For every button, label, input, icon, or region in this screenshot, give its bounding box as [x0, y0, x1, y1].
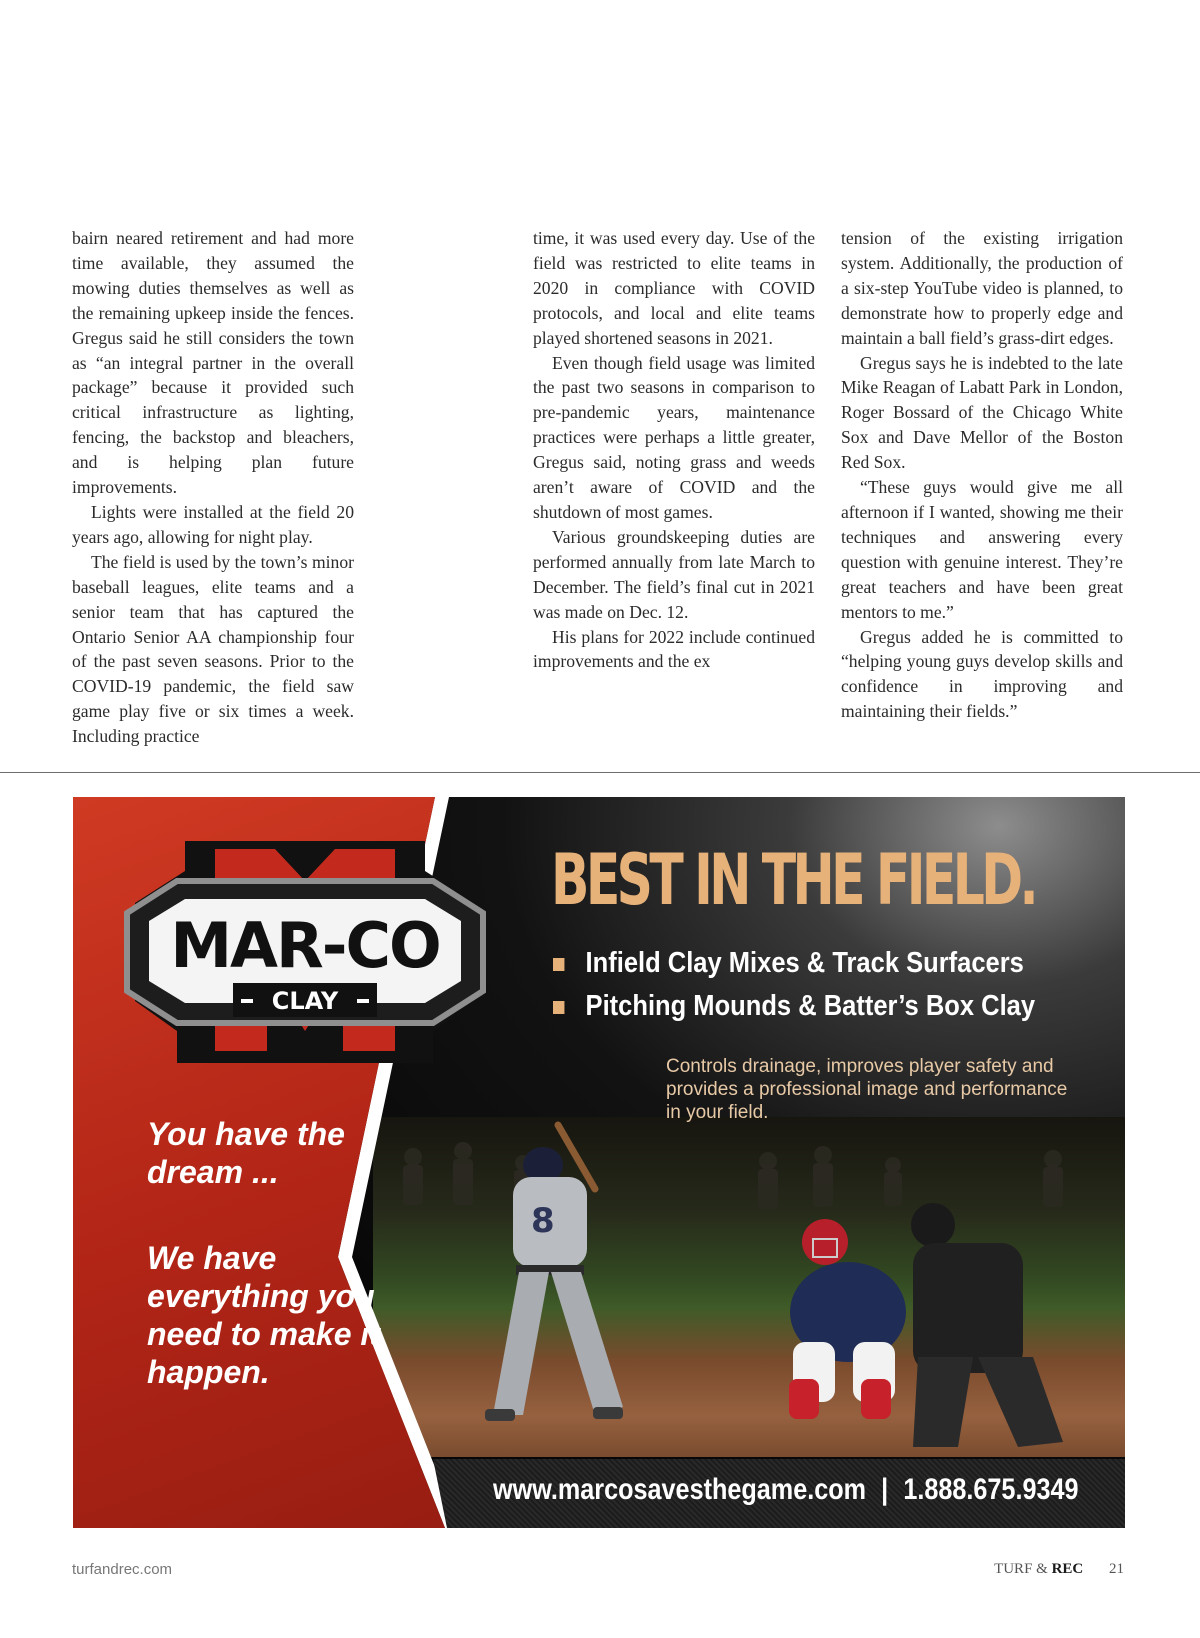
section-divider	[0, 772, 1200, 773]
paragraph: time, it was used every day. Use of the field was restricted to elite teams in 2020 in compliance with COVID protocols, and local and elite teams played shortened seasons in 2021.	[533, 228, 815, 348]
paragraph: Lights were installed at the field 20 years ago, allowing for night play.	[72, 501, 354, 547]
ad-website-link[interactable]: www.marcosavesthegame.com	[493, 1473, 867, 1506]
footer-folio	[994, 1561, 1124, 1578]
ad-tagline: Controls drainage, improves player safety and provides a professional image and performance in your field.	[666, 1056, 1068, 1123]
paragraph: “These guys would give me all afternoon if I wanted, showing me their techniques and answering every question with genuine interest. They’re great teachers and have been great mentors to me.”	[841, 477, 1123, 622]
contact-separator: |	[881, 1473, 889, 1506]
paragraph: tension of the existing irrigation system. Additionally, the production of a six-step YouTube video is planned, to demonstrate how to properly edge and maintain a ball field’s grass-dirt edges.	[841, 228, 1123, 348]
ad-phone-number[interactable]: 1.888.675.9349	[903, 1473, 1079, 1506]
bullet-text: Pitching Mounds & Batter’s Box Clay	[585, 990, 1036, 1022]
paragraph: bairn neared retirement and had more time available, they assumed the mowing duties themselves as well as the remaining upkeep inside the fences. Gregus said he still considers the town as “an integral partner in the overall package” because it provided such critical infrastructure as lighting, fencing, the backstop and bleachers, and is helping plan future improvements.	[72, 228, 354, 498]
logo-wordmark: MAR-CO	[170, 909, 440, 982]
bullet-square-icon	[553, 1001, 564, 1014]
logo-subtitle: CLAY	[271, 987, 339, 1015]
bullet-text: Infield Clay Mixes & Track Surfacers	[585, 947, 1024, 979]
paragraph: Various groundskeeping duties are performed annually from late March to December. The field’s final cut in 2021 was made on Dec. 12.	[533, 526, 815, 622]
paragraph: His plans for 2022 include continued improvements and the ex	[533, 626, 815, 672]
article-column-3	[841, 226, 1123, 724]
dream-line-2: We have everything you need to make it happen.	[147, 1240, 380, 1390]
ad-headline: BEST IN THE FIELD.	[551, 839, 1035, 921]
ad-dream-text	[147, 1115, 407, 1391]
paragraph: Even though field usage was limited the past two seasons in comparison to pre-pandemic years, maintenance practices were perhaps a little greater, Gregus said, noting grass and weeds aren’t aware of COVID and the shutdown of most games.	[533, 352, 815, 522]
ad-bullet-item	[553, 947, 1035, 990]
marco-clay-advertisement[interactable]	[73, 797, 1125, 1528]
paragraph: Gregus says he is indebted to the late Mike Reagan of Labatt Park in London, Roger Bossard of the Chicago White Sox and Dave Mellor of the Boston Red Sox.	[841, 352, 1123, 473]
paragraph: Gregus added he is committed to “helping young guys develop skills and confidence in improving and maintaining their fields.”	[841, 626, 1123, 722]
page-number: 21	[1109, 1561, 1124, 1577]
dream-line-1: You have the dream ...	[147, 1116, 345, 1190]
footer-brand-turf: TURF &	[994, 1561, 1048, 1577]
mar-co-clay-logo	[115, 841, 495, 1071]
baseball-photo	[373, 1117, 1125, 1457]
article-column-2	[533, 226, 815, 674]
paragraph: The field is used by the town’s minor baseball leagues, elite teams and a senior team that has captured the Ontario Senior AA championship four of the past seven seasons. Prior to the COVID-19 pandemic, the field saw game play five or six times a week. Including practice	[72, 551, 354, 747]
ad-contact-line	[493, 1473, 1079, 1507]
baseball-scene-illustration	[373, 1117, 1125, 1457]
jersey-number: 8	[531, 1201, 555, 1241]
footer-site-url[interactable]: turfandrec.com	[72, 1561, 173, 1578]
article-column-1	[72, 226, 354, 749]
ad-bullet-item	[553, 990, 1035, 1033]
footer-brand-rec: REC	[1051, 1561, 1084, 1577]
bullet-square-icon	[553, 958, 564, 971]
ad-bullet-list	[553, 947, 1101, 1033]
